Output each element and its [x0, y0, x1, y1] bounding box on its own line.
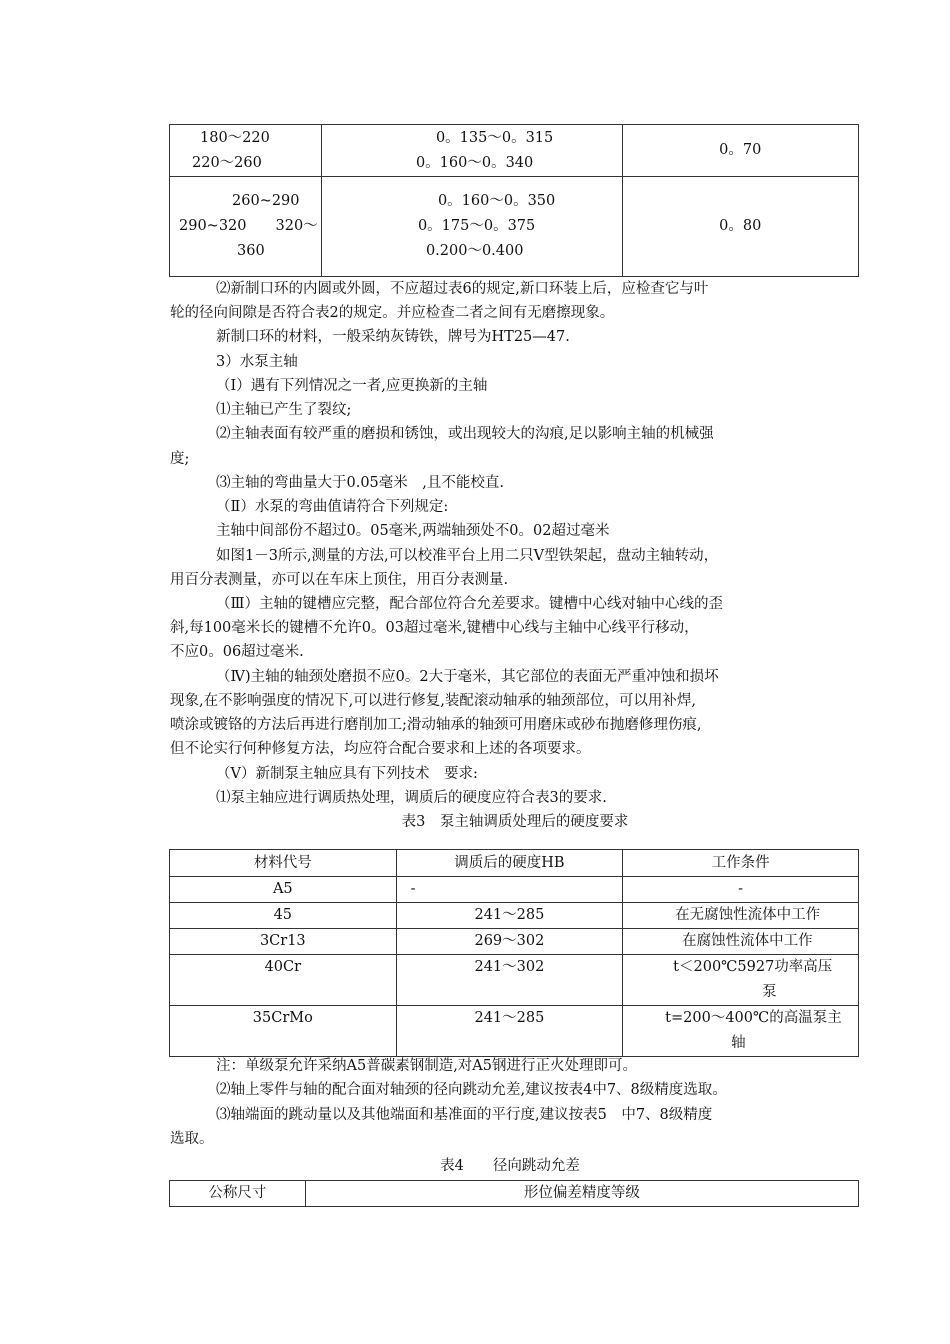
table-caption: 表4 径向跳动允差: [440, 1158, 580, 1174]
paragraph-line: 度;: [170, 451, 190, 467]
hardness-cell: -: [396, 877, 623, 903]
clearance-line: 0。160～0。350: [437, 193, 556, 209]
clearance-line: 0.200～0.400: [425, 243, 524, 259]
size-cell: [170, 125, 322, 177]
table-row: [170, 177, 859, 277]
paragraph-line: 但不论实行何种修复方法，均应符合配合要求和上述的各项要求。: [170, 741, 591, 757]
hardness-table: [169, 849, 859, 1057]
section-heading: 3）水泵主轴: [216, 354, 298, 370]
paragraph-line: 主轴中间部份不超过0。05毫米,两端轴颈处不0。02超过毫米: [216, 523, 610, 539]
size-cell: [170, 177, 322, 277]
material-value: 35CrMo: [252, 1010, 313, 1026]
paragraph-line: ⑴主轴已产生了裂纹;: [216, 402, 352, 418]
column-header: 形位偏差精度等级: [305, 1181, 858, 1207]
condition-cell: [623, 1006, 859, 1057]
material-cell: 45: [170, 903, 397, 929]
table-row: [170, 877, 859, 903]
max-clearance-cell: 0。80: [622, 177, 858, 277]
paragraph-line: 轮的径向间隙是否符合表2的规定。并应检查二者之间有无磨擦现象。: [170, 305, 615, 321]
condition-line: 轴: [731, 1035, 746, 1051]
size-line: 260~290: [232, 193, 300, 209]
condition-line: t＜200℃5927功率高压: [673, 959, 833, 975]
table-header-row: [170, 1181, 859, 1207]
paragraph-line: 用百分表测量，亦可以在车床上顶住，用百分表测量.: [170, 572, 509, 588]
paragraph-line: （Ⅲ）主轴的键槽应完整，配合部位符合允差要求。键槽中心线对轴中心线的歪: [216, 596, 723, 612]
paragraph-line: ⑵主轴表面有较严重的磨损和锈蚀，或出现较大的沟痕,足以影响主轴的机械强: [216, 426, 714, 442]
condition-cell: [623, 955, 859, 1006]
paragraph-line: ⑵轴上零件与轴的配合面对轴颈的径向跳动允差,建议按表4中7、8级精度选取。: [216, 1082, 727, 1098]
hardness-value: 241～285: [474, 1010, 545, 1026]
hardness-value: 241～302: [474, 959, 545, 975]
size-line: 220～260: [192, 154, 262, 171]
paragraph-line: ⑶主轴的弯曲量大于0.05毫米 ,且不能校直.: [216, 475, 505, 491]
clearance-table: [169, 124, 859, 277]
paragraph-line: 不应0。06超过毫米.: [170, 644, 304, 660]
paragraph-line: 斜,每100毫米长的键槽不允许0。03超过毫米,键槽中心线与主轴中心线平行移动，: [170, 620, 699, 636]
table-row: [170, 929, 859, 955]
material-value: 40Cr: [264, 959, 302, 975]
hardness-cell: [396, 1006, 623, 1057]
paragraph-line: （Ⅰ）遇有下列情况之一者,应更换新的主轴: [216, 378, 488, 394]
paragraph-line: 如图1－3所示,测量的方法,可以校准平台上用二只V型铁架起，盘动主轴转动，: [216, 548, 719, 564]
max-clearance-cell: 0。70: [622, 125, 858, 177]
clearance-cell: [321, 177, 622, 277]
size-line: 290~320 320～: [179, 218, 318, 234]
table-row: [170, 1006, 859, 1057]
clearance-line: 0。160～0。340: [415, 154, 534, 171]
table-row: [170, 903, 859, 929]
column-header: 工作条件: [623, 850, 859, 877]
condition-line: t=200～400℃的高温泵主: [665, 1010, 842, 1026]
size-line: 360: [237, 243, 265, 259]
condition-cell: 在无腐蚀性流体中工作: [623, 903, 859, 929]
material-cell: A5: [170, 877, 397, 903]
condition-cell: -: [623, 877, 859, 903]
clearance-line: 0。135～0。315: [435, 129, 554, 146]
paragraph-line: 现象,在不影响强度的情况下,可以进行修复,装配滚动轴承的轴颈部位，可以用补焊,: [170, 693, 696, 709]
paragraph-line: ⑵新制口环的内圆或外圆，不应超过表6的规定,新口环装上后，应检查它与叶: [216, 281, 709, 297]
clearance-line: 0。175～0。375: [417, 218, 536, 234]
paragraph-line: （Ⅴ）新制泵主轴应具有下列技术 要求:: [216, 766, 478, 782]
paragraph-line: 新制口环的材料，一般采纳灰铸铁，牌号为HT25—47.: [216, 329, 570, 345]
paragraph-line: ⑶轴端面的跳动量以及其他端面和基准面的平行度,建议按表5 中7、8级精度: [216, 1107, 713, 1123]
material-cell: 3Cr13: [170, 929, 397, 955]
size-line: 180～220: [200, 129, 270, 146]
condition-line: 泵: [762, 984, 777, 1000]
column-header: 材料代号: [170, 850, 397, 877]
paragraph-line: ⑴泵主轴应进行调质热处理，调质后的硬度应符合表3的要求.: [216, 790, 607, 806]
hardness-cell: 269～302: [396, 929, 623, 955]
material-cell: [170, 955, 397, 1006]
clearance-cell: [321, 125, 622, 177]
table-header-row: [170, 850, 859, 877]
column-header: 调质后的硬度HB: [396, 850, 623, 877]
hardness-cell: [396, 955, 623, 1006]
table-row: [170, 125, 859, 177]
hardness-cell: 241～285: [396, 903, 623, 929]
paragraph-line: （Ⅱ）水泵的弯曲值请符合下列规定:: [216, 499, 449, 515]
column-header: 公称尺寸: [170, 1181, 306, 1207]
table-note: 注：单级泵允许采纳A5普碳素钢制造,对A5钢进行正火处理即可。: [216, 1058, 638, 1074]
table-caption: 表3 泵主轴调质处理后的硬度要求: [401, 814, 629, 830]
table-row: [170, 955, 859, 1006]
runout-table: [169, 1180, 859, 1207]
condition-cell: 在腐蚀性流体中工作: [623, 929, 859, 955]
material-cell: [170, 1006, 397, 1057]
paragraph-line: 喷涂或镀铬的方法后再进行磨削加工;滑动轴承的轴颈可用磨床或砂布抛磨修理伤痕,: [170, 717, 702, 733]
paragraph-line: 选取。: [170, 1131, 214, 1147]
paragraph-line: （Ⅳ)主轴的轴颈处磨损不应0。2大于毫米，其它部位的表面无严重冲蚀和损坏: [216, 669, 719, 685]
